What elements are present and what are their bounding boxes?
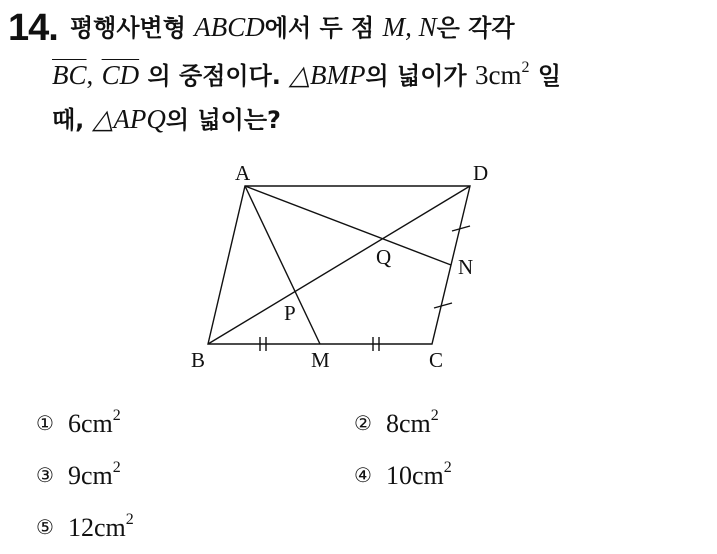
area-value: $3cm^2$ (474, 59, 530, 90)
triangle-bmp: △BMP (289, 60, 366, 90)
label-a: A (235, 161, 251, 185)
choice-1[interactable]: ① $6cm^2$ (36, 407, 121, 438)
label-p: P (284, 301, 296, 325)
question-text: 때, (52, 106, 85, 134)
choice-marker: ⑤ (36, 515, 54, 539)
segment-an (245, 186, 451, 265)
math-points: M, N (382, 12, 437, 42)
question-text: 평행사변형 (70, 14, 186, 42)
label-b: B (191, 348, 206, 372)
label-q: Q (376, 245, 392, 269)
parallelogram-figure (185, 155, 505, 375)
choice-marker: ④ (354, 463, 372, 487)
choice-marker: ① (36, 411, 54, 435)
choice-marker: ② (354, 411, 372, 435)
choice-marker: ③ (36, 463, 54, 487)
label-d: D (473, 161, 489, 185)
diagonal-bd (208, 186, 470, 344)
question-line-3 (52, 104, 281, 135)
math-parallelogram: ABCD (194, 12, 265, 42)
question-text: 일 (537, 62, 562, 90)
label-n: N (458, 255, 474, 279)
choice-4[interactable]: ④ $10cm^2$ (354, 459, 452, 490)
label-c: C (429, 348, 444, 372)
tick-nd (452, 226, 470, 231)
comma: , (86, 60, 94, 90)
segment-cd: $\overline{CD}$ (101, 60, 140, 90)
choice-2[interactable]: ② $8cm^2$ (354, 407, 439, 438)
choice-3[interactable]: ③ $9cm^2$ (36, 459, 121, 490)
question-text: 의 넓이는? (165, 106, 281, 134)
question-text: 의 중점이다. (147, 62, 281, 90)
question-number: 14. (8, 7, 58, 49)
label-m: M (311, 348, 330, 372)
segment-bc: $\overline{BC}$ (52, 60, 87, 90)
tick-cn (434, 303, 452, 308)
question-line-2 (52, 60, 561, 91)
question-text: 에서 두 점 (264, 14, 375, 42)
question-text: 의 넓이가 (365, 62, 467, 90)
choice-5[interactable]: ⑤ $12cm^2$ (36, 511, 134, 542)
question-line-1 (70, 12, 515, 43)
question-text: 은 각각 (436, 14, 515, 42)
triangle-apq: △APQ (92, 104, 166, 134)
